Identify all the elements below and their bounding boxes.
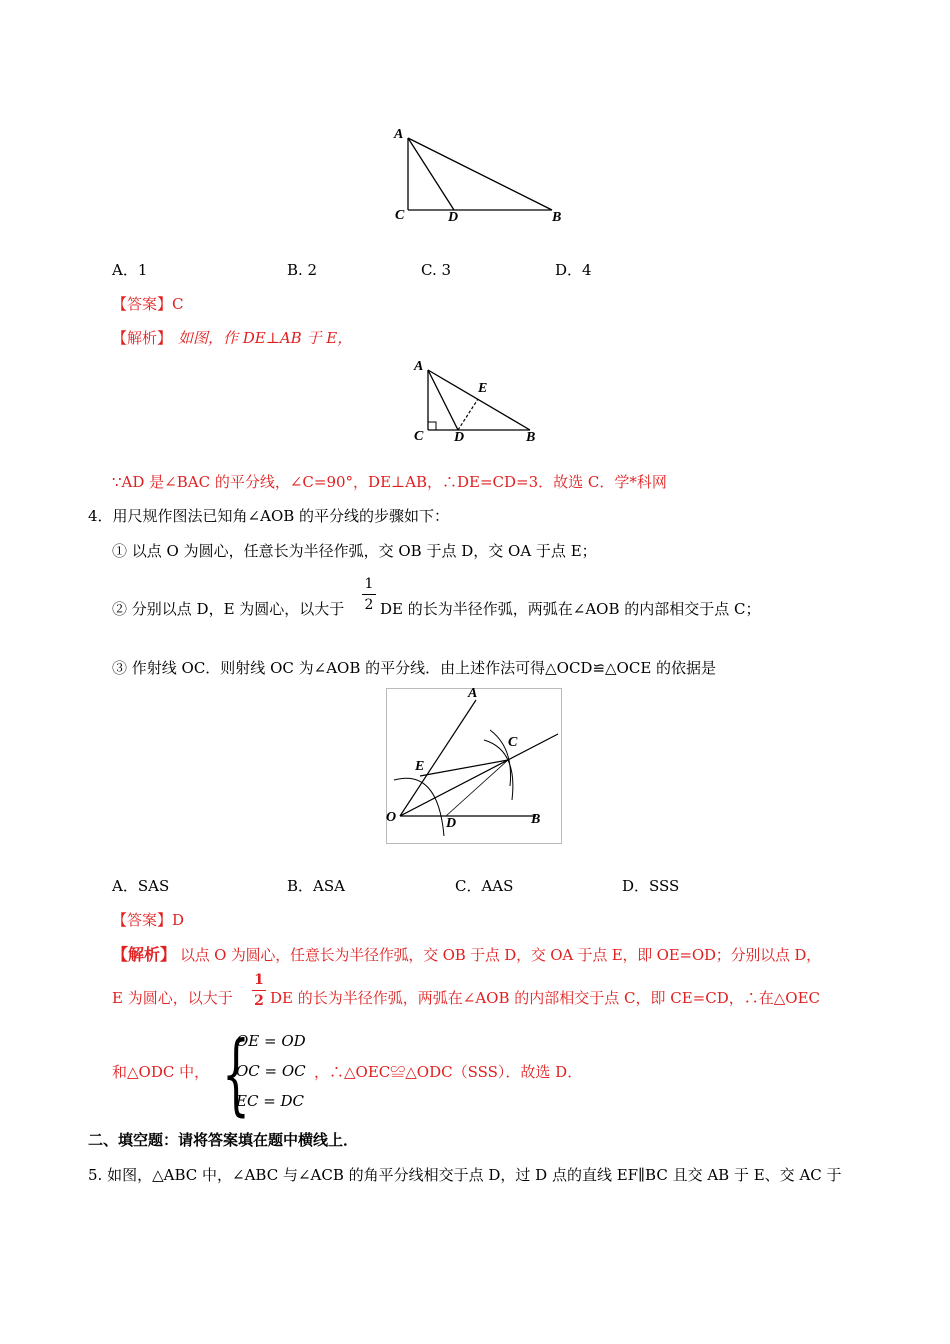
figure-triangle-1 <box>380 120 580 230</box>
section2-heading: 二、填空题：请将答案填在题中横线上． <box>88 1131 359 1149</box>
equation-2: OC = OC <box>236 1062 306 1080</box>
fraction-denominator: 2 <box>364 597 374 613</box>
fig2-label-a: A <box>414 359 424 374</box>
q4-analysis-tag: 【解析】 <box>112 945 177 964</box>
q4-step3: ③ 作射线 OC．则射线 OC 为∠AOB 的平分线．由上述作法可得△OCD≌△OCE 的依据是 <box>112 659 717 677</box>
q3-option-a: A．1 <box>112 261 148 279</box>
q4-option-b: B．ASA <box>287 877 345 895</box>
q4-analysis-fraction <box>252 972 266 1009</box>
fig1-label-d: D <box>448 210 459 225</box>
fraction-denominator: 2 <box>254 993 264 1009</box>
q4-analysis-line1: 以点 O 为圆心，任意长为半径作弧，交 OB 于点 D，交 OA 于点 E，即 OE=OD；分别以点 D， <box>180 946 821 964</box>
q3-option-d: D．4 <box>555 261 592 279</box>
fig3-label-a: A <box>468 686 478 701</box>
q4-stem: 4．用尺规作图法已知角∠AOB 的平分线的步骤如下： <box>88 507 450 525</box>
q4-analysis-line3-post: ，∴△OEC≌△ODC（SSS）．故选 D． <box>314 1063 583 1081</box>
q4-answer: 【答案】D <box>112 911 185 929</box>
q3-analysis-tag: 【解析】 <box>112 329 173 347</box>
equation-system <box>236 1026 306 1116</box>
fig2-label-d: D <box>454 430 465 445</box>
fig3-label-c: C <box>508 735 518 750</box>
q4-option-c: C．AAS <box>455 877 514 895</box>
q4-step2-pre: ② 分别以点 D，E 为圆心，以大于 <box>112 600 345 618</box>
equation-1: OE = OD <box>236 1032 306 1050</box>
q4-step2-fraction <box>362 576 376 613</box>
segment-ec <box>420 760 508 776</box>
fraction-numerator: 1 <box>364 576 374 592</box>
q4-analysis-line2-post: DE 的长为半径作弧，两弧在∠AOB 的内部相交于点 C，即 CE=CD，∴在△OEC <box>270 989 821 1007</box>
segment-dc <box>446 760 508 816</box>
q3-option-b: B. 2 <box>287 261 318 279</box>
q3-answer: 【答案】C <box>112 295 184 313</box>
system-brace: { <box>222 1022 250 1125</box>
fig1-label-b: B <box>552 210 562 225</box>
q4-option-d: D．SSS <box>622 877 680 895</box>
fig1-label-c: C <box>395 208 405 223</box>
q3-option-c: C. 3 <box>421 261 452 279</box>
ray-oa <box>400 700 476 816</box>
fig3-label-e: E <box>415 759 425 774</box>
segment-ab <box>408 138 552 210</box>
q4-step1: ① 以点 O 为圆心，任意长为半径作弧，交 OB 于点 D，交 OA 于点 E； <box>112 542 597 560</box>
fraction-bar <box>362 594 376 595</box>
equation-3: EC = DC <box>236 1092 305 1110</box>
right-angle-mark <box>428 422 436 430</box>
q4-step2-post: DE 的长为半径作弧，两弧在∠AOB 的内部相交于点 C； <box>380 600 761 618</box>
q4-analysis-line2-pre: E 为圆心，以大于 <box>112 989 233 1007</box>
q3-conclusion: ∵AD 是∠BAC 的平分线，∠C=90°，DE⊥AB，∴DE=CD=3．故选 C．学*科网 <box>112 473 667 491</box>
fig3-label-b: B <box>531 812 541 827</box>
fig3-label-d: D <box>446 816 457 831</box>
fig1-label-a: A <box>394 127 404 142</box>
q4-option-a: A．SAS <box>112 877 170 895</box>
fraction-bar <box>252 990 266 991</box>
q3-analysis-text: 如图，作 DE⊥AB 于 E， <box>178 329 353 347</box>
q4-analysis-line3-pre: 和△ODC 中， <box>112 1063 210 1081</box>
fig2-label-b: B <box>526 430 536 445</box>
fraction-numerator: 1 <box>254 972 264 988</box>
fig2-label-c: C <box>414 429 424 444</box>
fig2-label-e: E <box>478 381 488 396</box>
q5-stem: 5. 如图，△ABC 中，∠ABC 与∠ACB 的角平分线相交于点 D，过 D 点的直线 EF∥BC 且交 AB 于 E、交 AC 于 <box>88 1166 842 1184</box>
segment-de-dashed <box>458 399 478 430</box>
fig3-label-o: O <box>386 810 397 825</box>
